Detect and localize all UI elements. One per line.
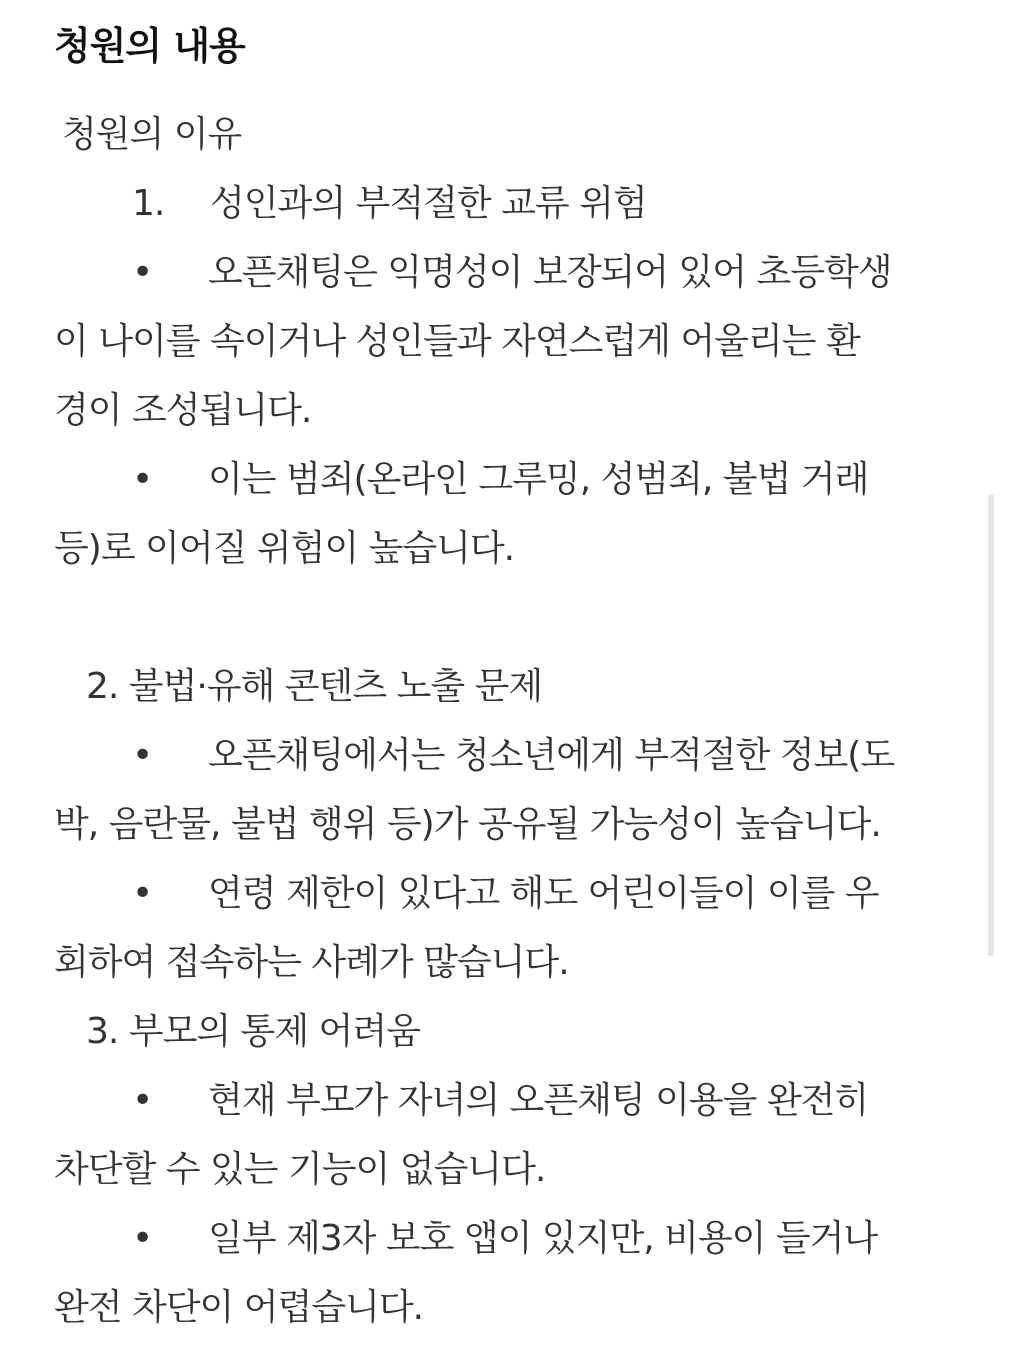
section2-bullet1-text: 오픈채팅에서는 청소년에게 부적절한 정보(도 <box>208 735 895 776</box>
bullet-icon: • <box>132 252 153 293</box>
section3-bullet2-line2: 완전 차단이 어렵습니다. <box>54 1287 424 1328</box>
section3-title: 3. 부모의 통제 어려움 <box>86 1011 420 1052</box>
section1-title: 성인과의 부적절한 교류 위험 <box>210 183 647 224</box>
bullet-icon: • <box>132 459 153 500</box>
section2-bullet2-line1 <box>54 859 969 928</box>
section2-bullet2-text: 연령 제한이 있다고 해도 어린이들이 이를 우 <box>208 873 879 914</box>
section2-bullet1-line1 <box>54 721 969 790</box>
section2-bullet2-line2: 회하여 접속하는 사례가 많습니다. <box>54 942 569 983</box>
section1-bullet2-text: 이는 범죄(온라인 그루밍, 성범죄, 불법 거래 <box>208 459 869 500</box>
section3-bullet2-line1 <box>54 1204 969 1273</box>
section1-bullet2-line1 <box>54 445 969 514</box>
bullet-icon: • <box>132 1080 153 1121</box>
section3-bullet2-text: 일부 제3자 보호 앱이 있지만, 비용이 들거나 <box>208 1218 878 1259</box>
section3-bullet1-line2: 차단할 수 있는 기능이 없습니다. <box>54 1149 546 1190</box>
section-heading: 청원의 내용 <box>54 24 245 68</box>
reason-title: 청원의 이유 <box>62 114 242 155</box>
section3-bullet1-line1 <box>54 1066 969 1135</box>
section2-title: 2. 불법·유해 콘텐츠 노출 문제 <box>86 666 543 707</box>
section1-bullet2-line2: 등)로 이어질 위험이 높습니다. <box>54 528 515 569</box>
blank-line <box>54 583 969 652</box>
section1-bullet1-text: 오픈채팅은 익명성이 보장되어 있어 초등학생 <box>208 252 892 293</box>
section1-title-line <box>54 169 969 238</box>
section1-bullet1-line3: 경이 조성됩니다. <box>54 390 312 431</box>
section1-bullet1-line2: 이 나이를 속이거나 성인들과 자연스럽게 어울리는 환 <box>54 321 860 362</box>
section3-bullet1-text: 현재 부모가 자녀의 오픈채팅 이용을 완전히 <box>208 1080 869 1121</box>
bullet-icon: • <box>132 735 153 776</box>
section2-bullet1-line2: 박, 음란물, 불법 행위 등)가 공유될 가능성이 높습니다. <box>54 804 881 845</box>
section1-bullet1-line1 <box>54 238 969 307</box>
bullet-icon: • <box>132 1218 153 1259</box>
scrollbar[interactable] <box>988 494 994 956</box>
bullet-icon: • <box>132 873 153 914</box>
section1-number: 1. <box>132 183 165 224</box>
petition-content <box>54 100 969 1342</box>
